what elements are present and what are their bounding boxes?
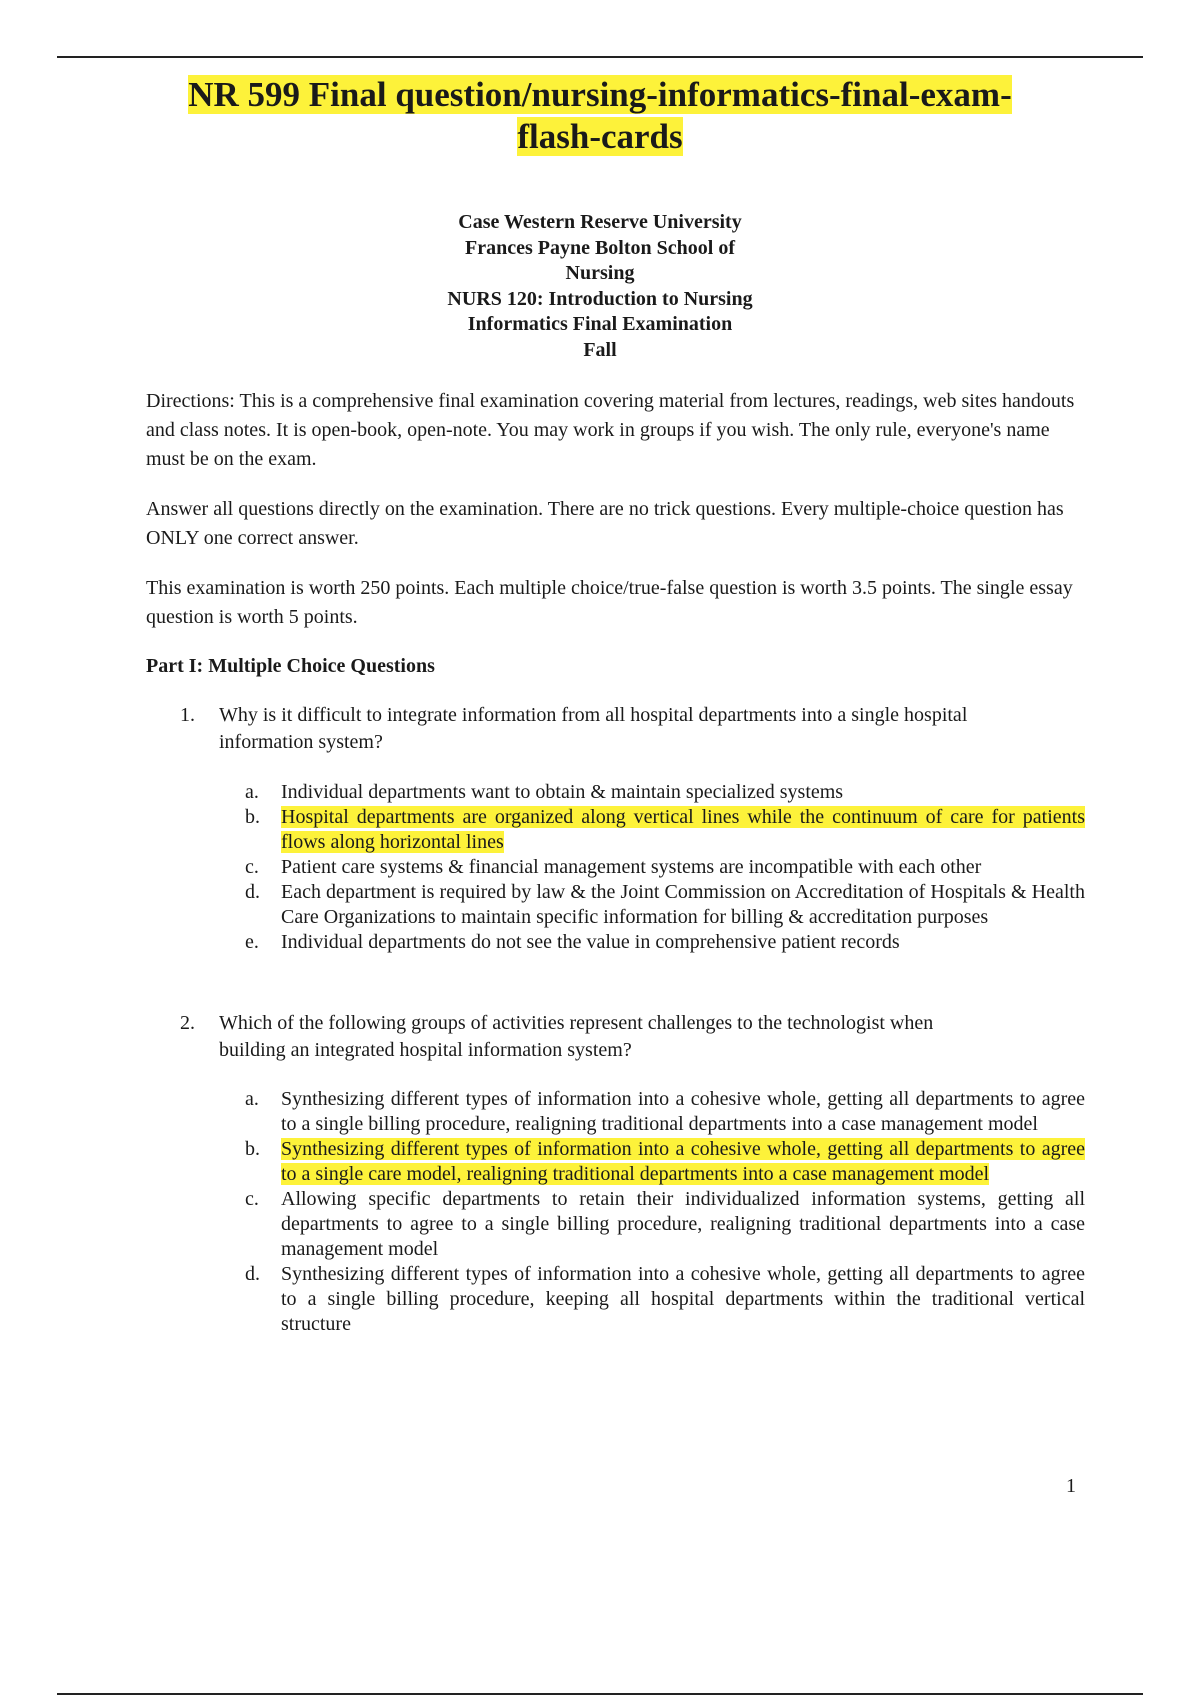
option-text — [281, 1137, 1085, 1187]
option-letter: e. — [245, 931, 259, 953]
header-line: Fall — [583, 338, 617, 361]
option-letter: d. — [245, 881, 260, 903]
page-number: 1 — [1066, 1475, 1076, 1497]
title-line-1: NR 599 Final question/nursing-informatics-final-exam- — [188, 75, 1012, 114]
header-line: Frances Payne Bolton School of — [465, 236, 735, 259]
highlighted-answer: Synthesizing different types of information into a cohesive whole, getting all departments to agree to a single care model, realigning traditional departments into a case management model — [281, 1138, 1085, 1185]
option-text: Individual departments want to obtain & maintain specialized systems — [281, 781, 844, 803]
header-line: NURS 120: Introduction to Nursing — [447, 287, 753, 310]
option-text: Allowing specific departments to retain their individualized information systems, getting all departments to agree to a single billing procedure, realigning traditional departments into a case management model — [281, 1188, 1085, 1260]
option-item — [245, 880, 1085, 930]
top-rule — [57, 56, 1143, 58]
header-line: Nursing — [565, 262, 635, 284]
header-line: Case Western Reserve University — [458, 211, 742, 233]
option-text: Synthesizing different types of information into a cohesive whole, getting all departments to agree to a single billing procedure, realigning traditional departments into a case management model — [281, 1088, 1085, 1135]
header-line: Informatics Final Examination — [467, 313, 733, 335]
points-paragraph: This examination is worth 250 points. Each multiple choice/true-false question is worth 3.5 points. The single essay question is worth 5 points. — [146, 577, 1073, 628]
title-line-2: flash-cards — [517, 117, 683, 156]
question-2 — [180, 1010, 1080, 1064]
option-text — [281, 805, 1085, 855]
answer-instructions-paragraph: Answer all questions directly on the examination. There are no trick questions. Every multiple-choice question has ONLY one correct answer. — [146, 498, 1064, 549]
option-item-highlighted — [245, 805, 1085, 855]
option-text: Patient care systems & financial management systems are incompatible with each other — [281, 856, 982, 878]
option-text: Individual departments do not see the value in comprehensive patient records — [281, 931, 900, 953]
bottom-rule — [57, 1693, 1143, 1695]
option-text: Each department is required by law & the Joint Commission on Accreditation of Hospitals & Health Care Organizations to maintain specific information for billing & accreditation purposes — [281, 881, 1085, 928]
directions-paragraph: Directions: This is a comprehensive final examination covering material from lectures, readings, web sites handouts and class notes. It is open-book, open-note. You may work in groups if you wish. The only rule, everyone's name must be on the exam. — [146, 390, 1075, 470]
option-letter: a. — [245, 1088, 259, 1110]
option-letter: c. — [245, 1188, 259, 1210]
option-item — [245, 1087, 1085, 1137]
option-letter: c. — [245, 856, 259, 878]
highlighted-answer: Hospital departments are organized along vertical lines while the continuum of care for patients flows along horizontal lines — [281, 806, 1085, 853]
question-number: 1. — [180, 704, 195, 726]
option-item — [245, 780, 1085, 805]
option-text: Synthesizing different types of information into a cohesive whole, getting all departments to agree to a single billing procedure, keeping all hospital departments within the traditional vertical structure — [281, 1263, 1085, 1335]
document-title — [100, 74, 1100, 158]
question-1-options — [245, 780, 1085, 955]
question-2-options — [245, 1087, 1085, 1337]
option-letter: b. — [245, 1138, 260, 1160]
question-number: 2. — [180, 1012, 195, 1034]
option-item — [245, 1262, 1085, 1337]
question-text: Which of the following groups of activities represent challenges to the technologist when building an integrated hospital information system? — [219, 1012, 934, 1061]
option-item — [245, 1187, 1085, 1262]
option-letter: b. — [245, 806, 260, 828]
option-letter: d. — [245, 1263, 260, 1285]
option-item-highlighted — [245, 1137, 1085, 1187]
exam-header — [400, 210, 800, 363]
option-item — [245, 855, 1085, 880]
option-letter: a. — [245, 781, 259, 803]
option-item — [245, 930, 1085, 955]
part-heading: Part I: Multiple Choice Questions — [146, 655, 435, 677]
question-text: Why is it difficult to integrate information from all hospital departments into a single hospital information system? — [219, 704, 968, 753]
question-1 — [180, 702, 1080, 756]
